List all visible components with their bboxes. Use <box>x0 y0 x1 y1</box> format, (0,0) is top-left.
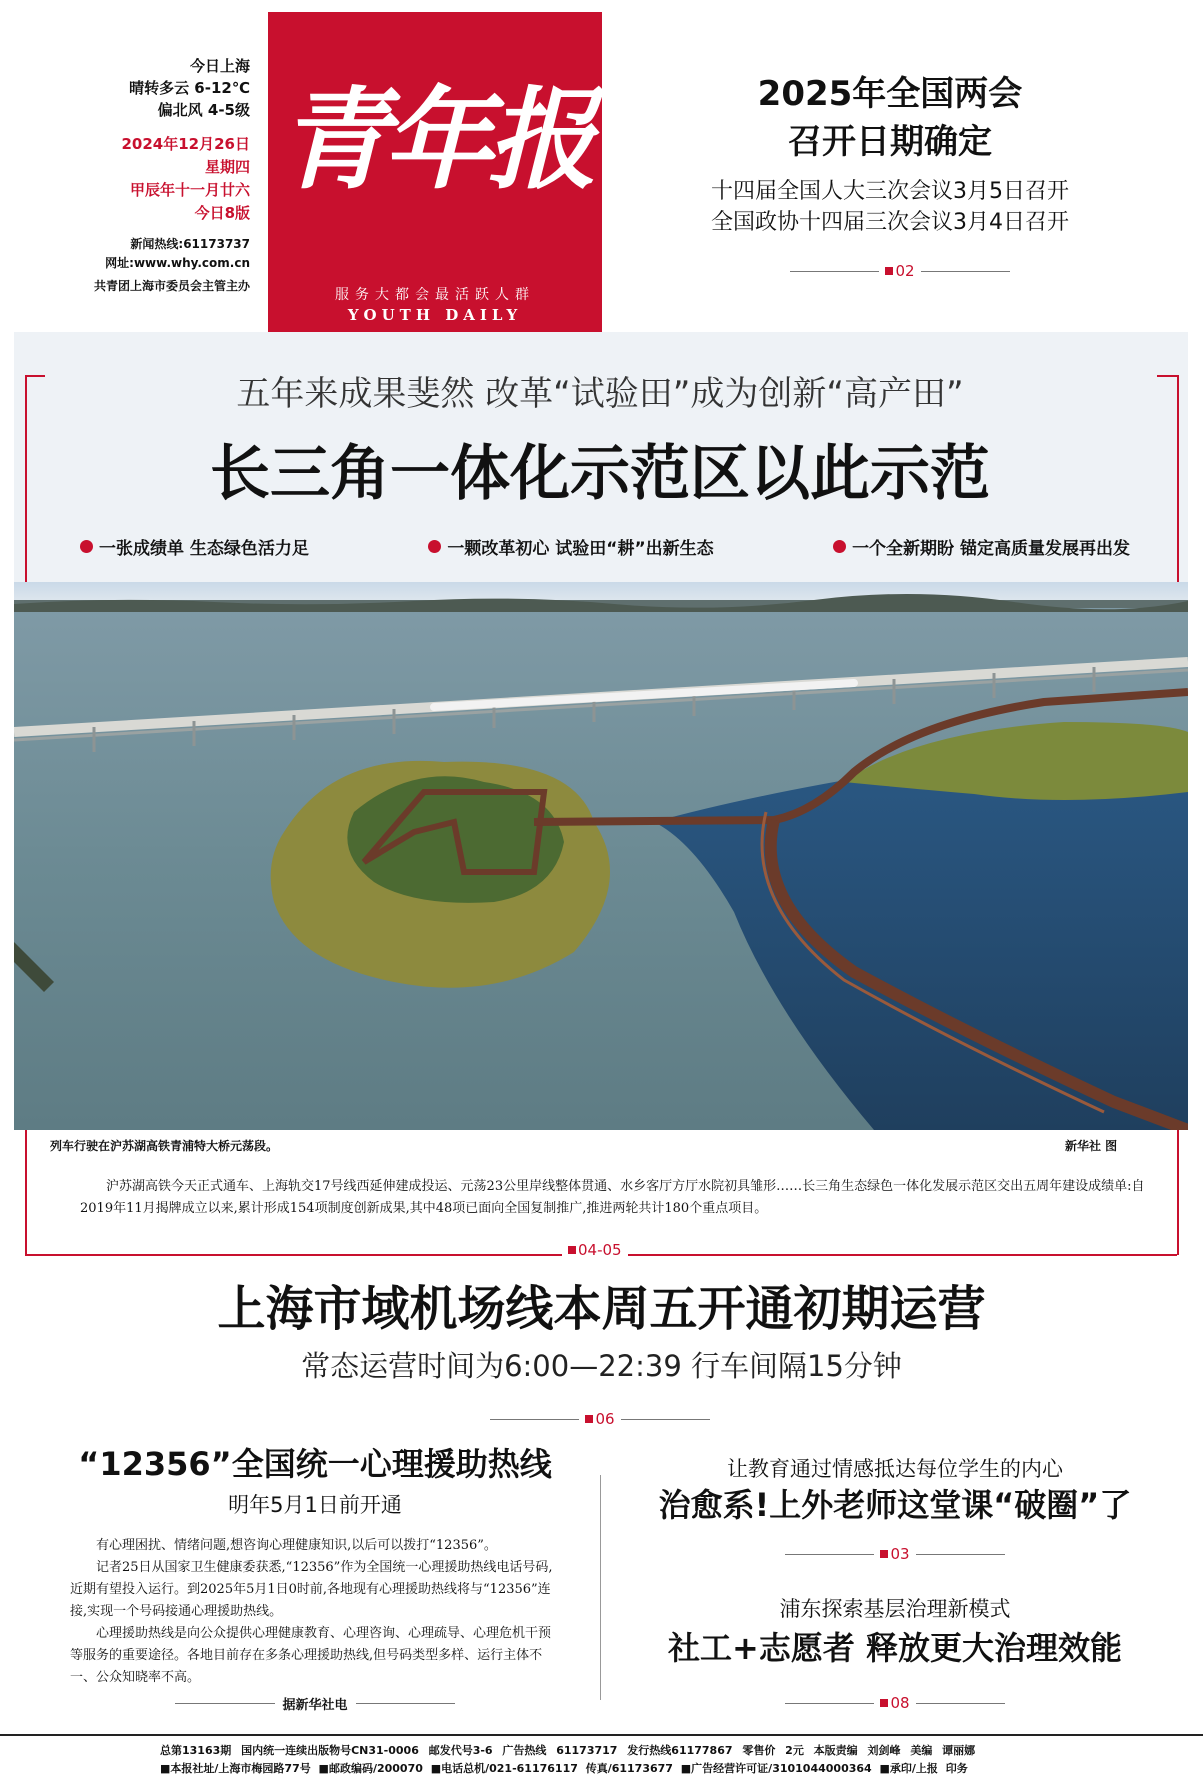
paragraph: 有心理困扰、情绪问题,想咨询心理健康知识,以后可以拨打“12356”。 <box>96 1538 497 1553</box>
hotline-source-row <box>175 1694 455 1713</box>
divider <box>785 1554 874 1555</box>
page-count: 今日8版 <box>194 204 250 222</box>
divider <box>916 1703 1005 1704</box>
sponsor: 共青团上海市委员会主管主办 <box>93 279 250 293</box>
hotline-body <box>70 1535 560 1689</box>
masthead <box>268 12 602 332</box>
airport-title[interactable]: 上海市域机场线本周五开通初期运营 <box>217 1281 986 1337</box>
header-info <box>20 55 250 296</box>
top-story-sub-line2: 全国政协十四届三次会议3月4日召开 <box>711 210 1069 235</box>
divider <box>356 1703 456 1704</box>
divider <box>790 271 879 272</box>
edu-title[interactable]: 治愈系!上外老师这堂课“破圈”了 <box>658 1486 1132 1524</box>
pudong-title[interactable]: 社工+志愿者 释放更大治理效能 <box>668 1629 1122 1667</box>
masthead-logo: 青年报 <box>279 75 591 204</box>
weather-condition: 晴转多云 6-12℃ <box>129 79 250 97</box>
feature-bullet: 一颗改革初心 试验田“耕”出新生态 <box>428 534 713 559</box>
divider <box>490 1419 579 1420</box>
top-story-title[interactable] <box>650 70 1130 166</box>
frame-corner <box>1157 375 1177 377</box>
lunar-date: 甲辰年十一月廿六 <box>129 181 250 199</box>
photo-caption: 列车行驶在沪苏湖高铁青浦特大桥元荡段。 <box>50 1139 279 1153</box>
pudong-pageref[interactable] <box>785 1694 1005 1712</box>
feature-pageref[interactable] <box>562 1240 628 1259</box>
page-number: 02 <box>895 262 915 280</box>
footer-line2: ■本报社址/上海市梅园路77号 ■邮政编码/200070 ■电话总机/021-61176117 传真/61173677 ■广告经营许可证/3101044000364 ■承印/上报 印务 <box>160 1762 968 1775</box>
masthead-english: YOUTH DAILY <box>347 306 523 324</box>
feature-title[interactable]: 长三角一体化示范区以此示范 <box>210 439 990 509</box>
lake-railway-photo <box>14 582 1188 1130</box>
top-story-title-line1: 2025年全国两会 <box>757 74 1023 114</box>
photo-credit: 新华社 图 <box>1065 1139 1118 1153</box>
top-story-sub-line1: 十四届全国人大三次会议3月5日召开 <box>711 179 1069 204</box>
issue-weekday: 星期四 <box>204 158 250 176</box>
airport-subtitle: 常态运营时间为6:00—22:39 行车间隔15分钟 <box>301 1349 902 1383</box>
issue-date: 2024年12月26日 <box>121 135 250 153</box>
hotline-title[interactable]: “12356”全国统一心理援助热线 <box>78 1445 552 1483</box>
paragraph: 记者25日从国家卫生健康委获悉,“12356”作为全国统一心理援助热线电话号码,近期有望投入运行。到2025年5月1日0时前,各地现有心理援助热线将与“12356”连接,实现一个号码接通心理援助热线。 <box>70 1560 553 1619</box>
page-number: 06 <box>595 1410 615 1428</box>
edu-pageref[interactable] <box>785 1545 1005 1563</box>
divider <box>921 271 1010 272</box>
feature-body: 沪苏湖高铁今天正式通车、上海轨交17号线西延伸建成投运、元荡23公里岸线整体贯通、水乡客厅方厅水院初具雏形……长三角生态绿色一体化发展示范区交出五周年建设成绩单:自2019年11月揭牌成立以来,累计形成154项制度创新成果,其中48项已面向全国复制推广,推进两轮共计180个重点项目。 <box>80 1179 1145 1216</box>
bullet-dot-icon <box>833 540 846 553</box>
divider <box>785 1703 874 1704</box>
hotline-source: 据新华社电 <box>282 1698 348 1713</box>
page-number: 03 <box>890 1545 910 1563</box>
feature-bullets <box>80 534 1130 559</box>
footer <box>0 1728 1203 1792</box>
bullet-dot-icon <box>80 540 93 553</box>
bullet-dot-icon <box>428 540 441 553</box>
divider <box>175 1703 275 1704</box>
news-hotline: 新闻热线:61173737 <box>130 237 250 251</box>
top-story-subtitle <box>650 176 1130 238</box>
website[interactable]: 网址:www.why.com.cn <box>105 256 250 270</box>
square-marker-icon <box>885 267 893 275</box>
edu-kicker: 让教育通过情感抵达每位学生的内心 <box>727 1457 1063 1481</box>
divider <box>916 1554 1005 1555</box>
top-story-pageref[interactable] <box>790 262 1010 280</box>
pudong-kicker: 浦东探索基层治理新模式 <box>779 1597 1011 1621</box>
weather-city: 今日上海 <box>189 57 250 75</box>
masthead-slogan: 服务大都会最活跃人群 <box>335 287 535 303</box>
footer-line1: 总第13163期 国内统一连续出版物号CN31-0006 邮发代号3-6 广告热线 61173717 发行热线61177867 零售价 2元 本版责编 刘剑峰 美编 谭丽娜 <box>160 1744 976 1757</box>
footer-rule <box>0 1734 1203 1736</box>
column-divider <box>600 1475 601 1700</box>
divider <box>621 1419 710 1420</box>
square-marker-icon <box>568 1246 576 1254</box>
paragraph: 心理援助热线是向公众提供心理健康教育、心理咨询、心理疏导、心理危机干预等服务的重要途径。各地目前存在多条心理援助热线,但号码类型多样、运行主体不一、公众知晓率不高。 <box>70 1626 552 1685</box>
feature-photo <box>14 582 1188 1130</box>
weather-wind: 偏北风 4-5级 <box>157 101 250 119</box>
page-number: 04-05 <box>578 1241 622 1259</box>
hotline-subtitle: 明年5月1日前开通 <box>228 1493 402 1517</box>
feature-subtitle: 五年来成果斐然 改革“试验田”成为创新“高产田” <box>236 374 964 414</box>
square-marker-icon <box>880 1550 888 1558</box>
airport-pageref[interactable] <box>490 1410 710 1428</box>
square-marker-icon <box>880 1699 888 1707</box>
top-story-title-line2: 召开日期确定 <box>788 122 992 162</box>
feature-bullet: 一张成绩单 生态绿色活力足 <box>80 534 309 559</box>
page-number: 08 <box>890 1694 910 1712</box>
square-marker-icon <box>585 1415 593 1423</box>
feature-bullet: 一个全新期盼 锚定高质量发展再出发 <box>833 534 1130 559</box>
